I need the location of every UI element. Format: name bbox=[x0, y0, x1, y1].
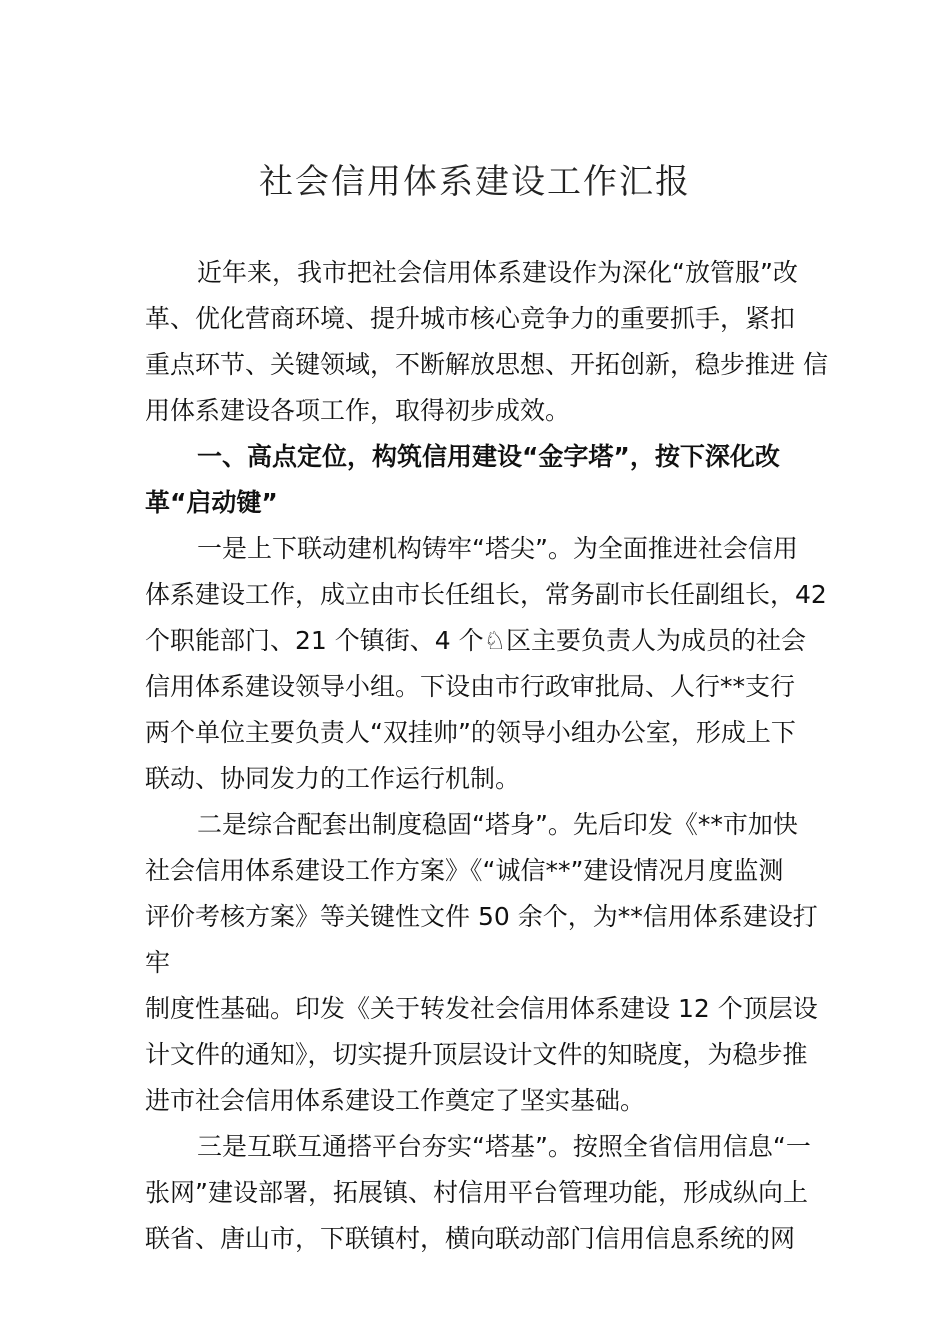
paragraph-line: 牢 bbox=[145, 948, 171, 977]
paragraph-line: 计文件的通知》，切实提升顶层设计文件的知晓度，为稳步推 bbox=[145, 1040, 808, 1069]
paragraph-line: 革、优化营商环境、提升城市核心竞争力的重要抓手，紧扣 bbox=[145, 304, 796, 333]
paragraph-line: 重点环节、关键领域，不断解放思想、开拓创新，稳步推进 信 bbox=[145, 350, 828, 379]
document-body bbox=[145, 250, 828, 1262]
paragraph-line: 二是综合配套出制度稳固“塔身”。先后印发《**市加快 bbox=[197, 810, 798, 839]
paragraph-line: 制度性基础。印发《关于转发社会信用体系建设 12 个顶层设 bbox=[145, 994, 818, 1023]
section-heading-line: 一、高点定位，构筑信用建设“金字塔”，按下深化改 bbox=[197, 442, 780, 471]
paragraph-line: 体系建设工作，成立由市长任组长，常务副市长任副组长，42 bbox=[145, 580, 827, 609]
paragraph-line: 张网”建设部署，拓展镇、村信用平台管理功能，形成纵向上 bbox=[145, 1178, 808, 1207]
paragraph-line: 用体系建设各项工作，取得初步成效。 bbox=[145, 396, 571, 425]
paragraph-line: 近年来，我市把社会信用体系建设作为深化“放管服”改 bbox=[197, 258, 798, 287]
paragraph-line: 社会信用体系建设工作方案》《“诚信**”建设情况月度监测 bbox=[145, 856, 784, 885]
paragraph-line: 个职能部门、21 个镇街、4 个♘区主要负责人为成员的社会 bbox=[145, 626, 807, 655]
paragraph-line: 进市社会信用体系建设工作奠定了坚实基础。 bbox=[145, 1086, 646, 1115]
document-title: 社会信用体系建设工作汇报 bbox=[259, 162, 691, 202]
paragraph-line: 评价考核方案》等关键性文件 50 余个，为**信用体系建设打 bbox=[145, 902, 818, 931]
paragraph-line: 一是上下联动建机构铸牢“塔尖”。为全面推进社会信用 bbox=[197, 534, 798, 563]
paragraph-line: 三是互联互通搭平台夯实“塔基”。按照全省信用信息“一 bbox=[197, 1132, 811, 1161]
paragraph-line: 信用体系建设领导小组。下设由市行政审批局、人行**支行 bbox=[145, 672, 796, 701]
paragraph-line: 联动、协同发力的工作运行机制。 bbox=[145, 764, 521, 793]
section-heading-line: 革“启动键” bbox=[145, 488, 278, 517]
paragraph-line: 两个单位主要负责人“双挂帅”的领导小组办公室，形成上下 bbox=[145, 718, 796, 747]
paragraph-line: 联省、唐山市，下联镇村，横向联动部门信用信息系统的网 bbox=[145, 1224, 796, 1253]
